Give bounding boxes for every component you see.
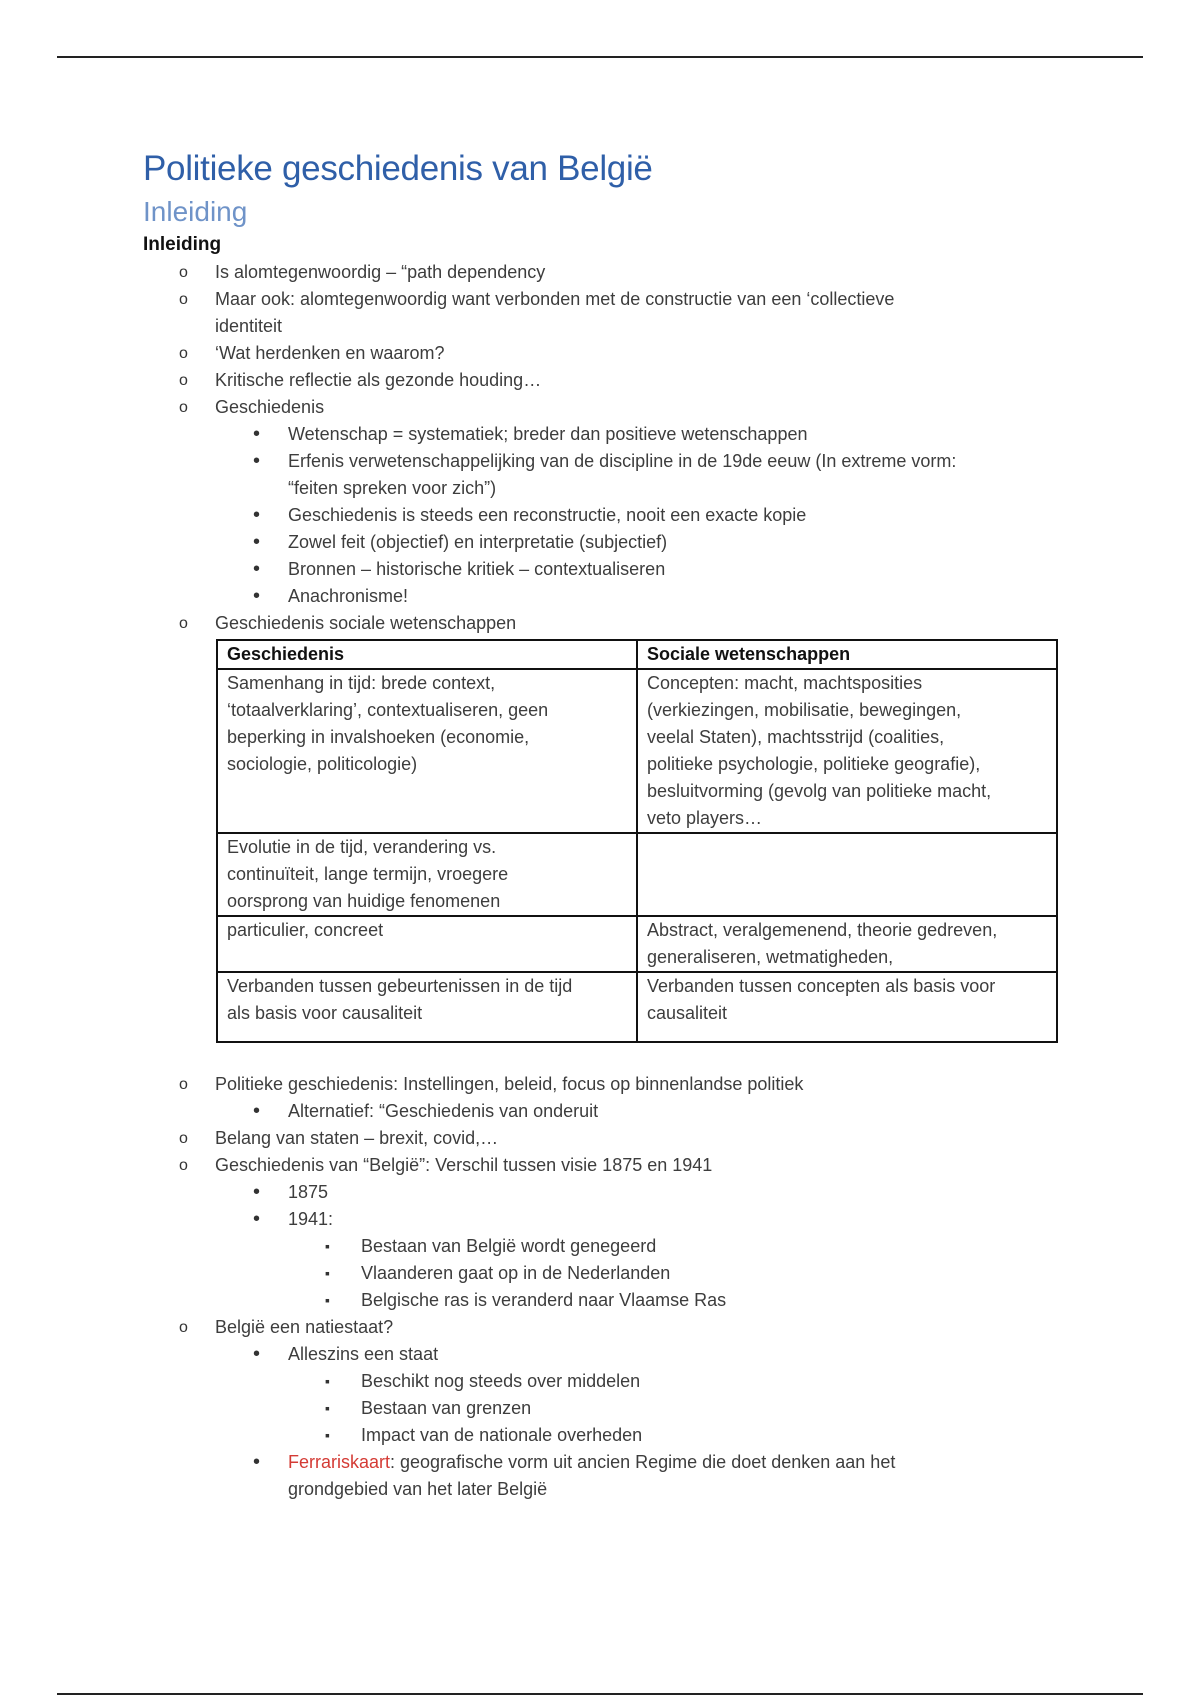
- list-item: • Erfenis verwetenschappelijking van de discipline in de 19de eeuw (In extreme vorm:: [143, 448, 1063, 475]
- circle-bullet-icon: o: [179, 1130, 188, 1147]
- list-item: ▪ Bestaan van België wordt genegeerd: [143, 1233, 1063, 1260]
- list-item-continuation: identiteit: [215, 316, 283, 336]
- square-bullet-icon: ▪: [325, 1292, 330, 1308]
- table-cell: particulier, concreet: [217, 916, 637, 972]
- table-header-cell: Geschiedenis: [217, 640, 637, 669]
- footer-rule: [57, 1693, 1143, 1695]
- square-bullet-icon: ▪: [325, 1427, 330, 1443]
- disc-bullet-icon: •: [253, 558, 261, 580]
- list-item: • Anachronisme!: [143, 583, 1063, 610]
- disc-bullet-icon: •: [253, 423, 261, 445]
- list-item: • Ferrariskaart: geografische vorm uit ancien Regime die doet denken aan het: [143, 1449, 1063, 1476]
- square-bullet-icon: ▪: [325, 1373, 330, 1389]
- table-cell: Evolutie in de tijd, verandering vs. continuïteit, lange termijn, vroegere oorsprong van huidige fenomenen: [217, 833, 637, 916]
- list-item: • 1941:: [143, 1206, 1063, 1233]
- list-item: o Belang van staten – brexit, covid,…: [143, 1125, 1063, 1152]
- table-row: [217, 972, 1057, 1042]
- disc-bullet-icon: •: [253, 1451, 261, 1473]
- table-cell-empty: [637, 833, 1057, 916]
- circle-bullet-icon: o: [179, 372, 188, 389]
- disc-bullet-icon: •: [253, 1100, 261, 1122]
- table-row: [217, 916, 1057, 972]
- square-bullet-icon: ▪: [325, 1400, 330, 1416]
- document-title: Politieke geschiedenis van België: [143, 149, 653, 188]
- list-item: • Bronnen – historische kritiek – contextualiseren: [143, 556, 1063, 583]
- disc-bullet-icon: •: [253, 1343, 261, 1365]
- disc-bullet-icon: •: [253, 585, 261, 607]
- list-item: o Is alomtegenwoordig – “path dependency: [143, 259, 1063, 286]
- list-item: o België een natiestaat?: [143, 1314, 1063, 1341]
- disc-bullet-icon: •: [253, 531, 261, 553]
- disc-bullet-icon: •: [253, 1181, 261, 1203]
- table-row: [217, 833, 1057, 916]
- list-item: • Alleszins een staat: [143, 1341, 1063, 1368]
- circle-bullet-icon: o: [179, 615, 188, 632]
- disc-bullet-icon: •: [253, 1208, 261, 1230]
- square-bullet-icon: ▪: [325, 1265, 330, 1281]
- list-item-continuation: grondgebied van het later België: [288, 1479, 548, 1499]
- list-item: • Geschiedenis is steeds een reconstructie, nooit een exacte kopie: [143, 502, 1063, 529]
- list-item: • Zowel feit (objectief) en interpretatie (subjectief): [143, 529, 1063, 556]
- disc-bullet-icon: •: [253, 504, 261, 526]
- list-item: o Maar ook: alomtegenwoordig want verbonden met de constructie van een ‘collectieve: [143, 286, 1063, 313]
- circle-bullet-icon: o: [179, 345, 188, 362]
- circle-bullet-icon: o: [179, 1157, 188, 1174]
- table-header-cell: Sociale wetenschappen: [637, 640, 1057, 669]
- list-item: ▪ Impact van de nationale overheden: [143, 1422, 1063, 1449]
- list-item: o Kritische reflectie als gezonde houding…: [143, 367, 1063, 394]
- list-item: • Alternatief: “Geschiedenis van onderuit: [143, 1098, 1063, 1125]
- list-item: • Wetenschap = systematiek; breder dan positieve wetenschappen: [143, 421, 1063, 448]
- circle-bullet-icon: o: [179, 1076, 188, 1093]
- table-row: [217, 669, 1057, 833]
- list-item: o Geschiedenis: [143, 394, 1063, 421]
- table-cell: Verbanden tussen concepten als basis voor causaliteit: [637, 972, 1057, 1042]
- list-item: ▪ Belgische ras is veranderd naar Vlaamse Ras: [143, 1287, 1063, 1314]
- list-item-continuation: “feiten spreken voor zich”): [288, 478, 497, 498]
- comparison-table: [216, 639, 1058, 1043]
- disc-bullet-icon: •: [253, 450, 261, 472]
- section-heading: Inleiding: [143, 234, 222, 255]
- list-item: ▪ Beschikt nog steeds over middelen: [143, 1368, 1063, 1395]
- circle-bullet-icon: o: [179, 264, 188, 281]
- list-item: ▪ Bestaan van grenzen: [143, 1395, 1063, 1422]
- table-cell: Abstract, veralgemenend, theorie gedreven, generaliseren, wetmatigheden,: [637, 916, 1057, 972]
- list-item: o ‘Wat herdenken en waarom?: [143, 340, 1063, 367]
- table-cell: Verbanden tussen gebeurtenissen in de tijd als basis voor causaliteit: [217, 972, 637, 1042]
- list-item: o Geschiedenis van “België”: Verschil tussen visie 1875 en 1941: [143, 1152, 1063, 1179]
- table-header-row: [217, 640, 1057, 669]
- document-subtitle: Inleiding: [143, 196, 248, 227]
- circle-bullet-icon: o: [179, 291, 188, 308]
- square-bullet-icon: ▪: [325, 1238, 330, 1254]
- table-cell: Concepten: macht, machtsposities (verkiezingen, mobilisatie, bewegingen, veelal Staten), machtsstrijd (coalities, politieke psychologie, politieke geografie), besluitvorming (gevolg van politieke macht, veto players…: [637, 669, 1057, 833]
- table-cell: Samenhang in tijd: brede context, ‘totaalverklaring’, contextualiseren, geen beperking in invalshoeken (economie, sociologie, politicologie): [217, 669, 637, 833]
- document-page: [143, 145, 1063, 1503]
- circle-bullet-icon: o: [179, 1319, 188, 1336]
- list-item: • 1875: [143, 1179, 1063, 1206]
- list-item: o Politieke geschiedenis: Instellingen, beleid, focus op binnenlandse politiek: [143, 1071, 1063, 1098]
- ferraris-term: Ferrariskaart: [288, 1452, 391, 1472]
- list-item: ▪ Vlaanderen gaat op in de Nederlanden: [143, 1260, 1063, 1287]
- circle-bullet-icon: o: [179, 399, 188, 416]
- header-rule: [57, 56, 1143, 58]
- list-item: o Geschiedenis sociale wetenschappen: [143, 610, 1063, 637]
